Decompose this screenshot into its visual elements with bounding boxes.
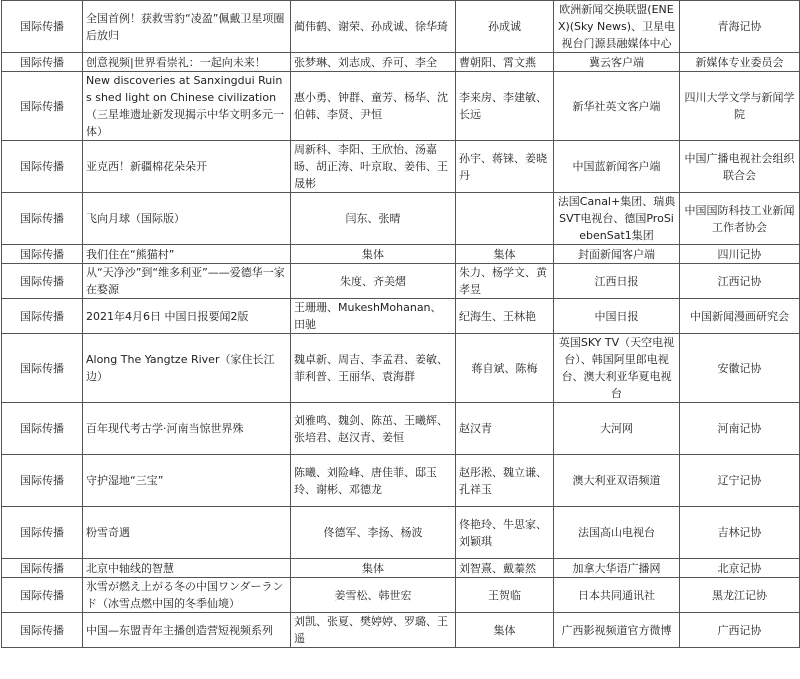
category-cell: 国际传播 <box>2 334 83 403</box>
editors-cell: 王贺临 <box>456 578 554 613</box>
authors-cell: 闫东、张晴 <box>291 193 456 245</box>
category-cell: 国际传播 <box>2 1 83 53</box>
category-cell: 国际传播 <box>2 455 83 507</box>
authors-cell: 佟德军、李扬、杨波 <box>291 507 456 559</box>
publisher-cell: 加拿大华语广播网 <box>554 559 680 578</box>
authors-cell: 张梦琳、刘志成、乔可、李全 <box>291 53 456 72</box>
publisher-cell: 大河网 <box>554 403 680 455</box>
authors-cell: 周新科、李阳、王欣怡、汤嘉旸、胡正涛、叶京取、姜伟、王晟彬 <box>291 141 456 193</box>
title-cell: Along The Yangtze River（家住长江边） <box>83 334 291 403</box>
authors-cell: 蔺伟鹤、谢荣、孙成诚、徐华琦 <box>291 1 456 53</box>
category-cell: 国际传播 <box>2 193 83 245</box>
editors-cell: 纪海生、王林艳 <box>456 299 554 334</box>
authors-cell: 惠小勇、钟群、童芳、杨华、沈伯韩、李贤、尹恒 <box>291 72 456 141</box>
category-cell: 国际传播 <box>2 559 83 578</box>
title-cell: 北京中轴线的智慧 <box>83 559 291 578</box>
table-row <box>2 1 800 53</box>
recommender-cell: 中国国防科技工业新闻工作者协会 <box>680 193 800 245</box>
editors-cell: 刘智熹、戴蓁然 <box>456 559 554 578</box>
editors-cell: 集体 <box>456 245 554 264</box>
recommender-cell: 中国广播电视社会组织联合会 <box>680 141 800 193</box>
category-cell: 国际传播 <box>2 507 83 559</box>
category-cell: 国际传播 <box>2 613 83 648</box>
table-row <box>2 507 800 559</box>
publisher-cell: 江西日报 <box>554 264 680 299</box>
title-cell: 守护湿地“三宝” <box>83 455 291 507</box>
title-cell: 中国—东盟青年主播创造营短视频系列 <box>83 613 291 648</box>
recommender-cell: 黑龙江记协 <box>680 578 800 613</box>
table-row <box>2 141 800 193</box>
table-row <box>2 193 800 245</box>
category-cell: 国际传播 <box>2 264 83 299</box>
table-row <box>2 264 800 299</box>
authors-cell: 集体 <box>291 559 456 578</box>
publisher-cell: 封面新闻客户端 <box>554 245 680 264</box>
title-cell: New discoveries at Sanxingdui Ruins shed light on Chinese civilization（三星堆遗址新发现揭示中华文明多元一体） <box>83 72 291 141</box>
publisher-cell: 法国Canal+集团、瑞典SVT电视台、德国ProSiebenSat1集团 <box>554 193 680 245</box>
table-row <box>2 53 800 72</box>
title-cell: 从“天净沙”到“维多利亚”——爱德华一家在婺源 <box>83 264 291 299</box>
publisher-cell: 新华社英文客户端 <box>554 72 680 141</box>
title-cell: 氷雪が燃え上がる冬の中国ワンダーランド（冰雪点燃中国的冬季仙境） <box>83 578 291 613</box>
authors-cell: 王珊珊、MukeshMohanan、田驰 <box>291 299 456 334</box>
editors-cell: 孙宇、蒋铼、姜晓丹 <box>456 141 554 193</box>
editors-cell: 赵彤淞、魏立谦、孔祥玉 <box>456 455 554 507</box>
table-row <box>2 403 800 455</box>
category-cell: 国际传播 <box>2 403 83 455</box>
recommender-cell: 新媒体专业委员会 <box>680 53 800 72</box>
table-row <box>2 455 800 507</box>
recommender-cell: 广西记协 <box>680 613 800 648</box>
category-cell: 国际传播 <box>2 72 83 141</box>
editors-cell: 赵汉青 <box>456 403 554 455</box>
editors-cell: 蒋自斌、陈梅 <box>456 334 554 403</box>
table-row <box>2 578 800 613</box>
authors-cell: 刘凯、张夏、樊婷婷、罗璐、王遥 <box>291 613 456 648</box>
publisher-cell: 日本共同通讯社 <box>554 578 680 613</box>
table-row <box>2 299 800 334</box>
title-cell: 全国首例！获救雪豹“凌盈”佩戴卫星项圈后放归 <box>83 1 291 53</box>
editors-cell <box>456 193 554 245</box>
recommender-cell: 青海记协 <box>680 1 800 53</box>
authors-cell: 陈曦、刘险峰、唐佳菲、邸玉玲、谢彬、邓德龙 <box>291 455 456 507</box>
recommender-cell: 安徽记协 <box>680 334 800 403</box>
award-table <box>1 0 800 648</box>
recommender-cell: 中国新闻漫画研究会 <box>680 299 800 334</box>
recommender-cell: 四川大学文学与新闻学院 <box>680 72 800 141</box>
recommender-cell: 辽宁记协 <box>680 455 800 507</box>
title-cell: 粉雪奇遇 <box>83 507 291 559</box>
publisher-cell: 澳大利亚双语频道 <box>554 455 680 507</box>
editors-cell: 佟艳玲、牛思家、刘颖琪 <box>456 507 554 559</box>
title-cell: 我们住在“熊猫村” <box>83 245 291 264</box>
recommender-cell: 江西记协 <box>680 264 800 299</box>
title-cell: 飞向月球（国际版） <box>83 193 291 245</box>
table-row <box>2 613 800 648</box>
editors-cell: 朱力、杨学文、黄孝昱 <box>456 264 554 299</box>
publisher-cell: 法国高山电视台 <box>554 507 680 559</box>
category-cell: 国际传播 <box>2 245 83 264</box>
recommender-cell: 河南记协 <box>680 403 800 455</box>
title-cell: 亚克西！新疆棉花朵朵开 <box>83 141 291 193</box>
table-row <box>2 334 800 403</box>
editors-cell: 集体 <box>456 613 554 648</box>
category-cell: 国际传播 <box>2 578 83 613</box>
editors-cell: 李来房、李建敏、长远 <box>456 72 554 141</box>
title-cell: 创意视频|世界看崇礼：一起向未来！ <box>83 53 291 72</box>
title-cell: 百年现代考古学·河南当惊世界殊 <box>83 403 291 455</box>
authors-cell: 集体 <box>291 245 456 264</box>
publisher-cell: 英国SKY TV（天空电视台）、韩国阿里郎电视台、澳大利亚华夏电视台 <box>554 334 680 403</box>
publisher-cell: 欧洲新闻交换联盟(ENEX)(Sky News)、卫星电视台门源县融媒体中心 <box>554 1 680 53</box>
category-cell: 国际传播 <box>2 53 83 72</box>
authors-cell: 刘雅鸣、魏剑、陈茁、王曦辉、张培君、赵汉青、姜恒 <box>291 403 456 455</box>
table-row <box>2 72 800 141</box>
recommender-cell: 四川记协 <box>680 245 800 264</box>
category-cell: 国际传播 <box>2 141 83 193</box>
recommender-cell: 吉林记协 <box>680 507 800 559</box>
authors-cell: 姜雪松、韩世宏 <box>291 578 456 613</box>
editors-cell: 曹朝阳、霄文燕 <box>456 53 554 72</box>
title-cell: 2021年4月6日 中国日报要闻2版 <box>83 299 291 334</box>
publisher-cell: 冀云客户端 <box>554 53 680 72</box>
category-cell: 国际传播 <box>2 299 83 334</box>
editors-cell: 孙成诚 <box>456 1 554 53</box>
publisher-cell: 中国日报 <box>554 299 680 334</box>
table-row <box>2 559 800 578</box>
publisher-cell: 广西影视频道官方微博 <box>554 613 680 648</box>
authors-cell: 朱度、齐美熠 <box>291 264 456 299</box>
publisher-cell: 中国蓝新闻客户端 <box>554 141 680 193</box>
recommender-cell: 北京记协 <box>680 559 800 578</box>
authors-cell: 魏卓新、周吉、李孟君、姜敏、菲利普、王丽华、袁海群 <box>291 334 456 403</box>
table-row <box>2 245 800 264</box>
